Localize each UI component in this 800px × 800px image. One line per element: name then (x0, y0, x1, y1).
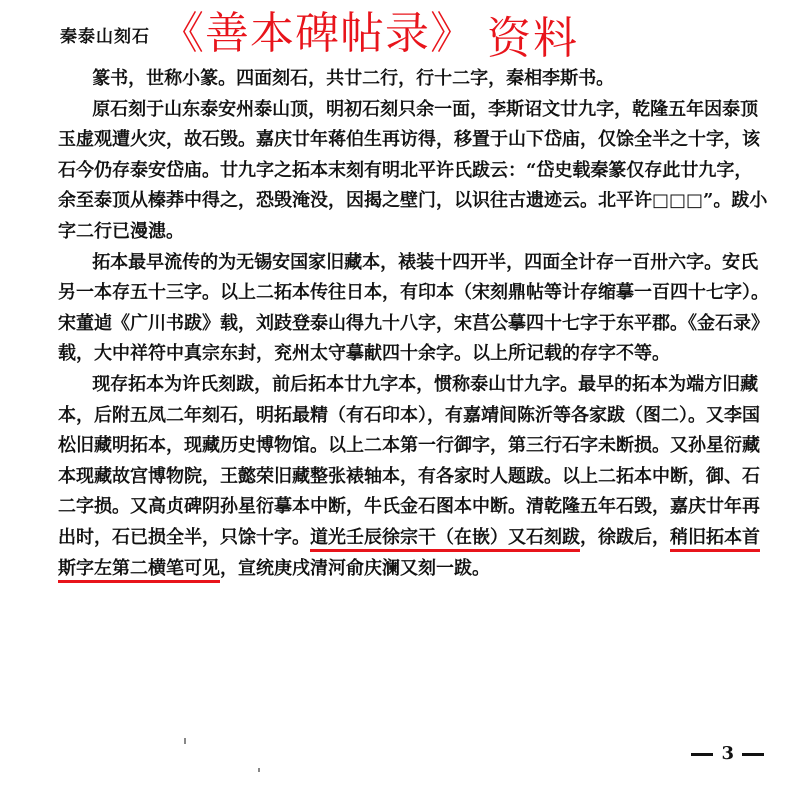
highlight-underline-1: 道光壬辰徐宗干（在嵌）又石刻跋 (310, 527, 580, 552)
body-text (58, 64, 770, 584)
paragraph-4-middle: ，徐跋后， (580, 526, 670, 548)
highlight-underline-2: 稍旧拓本首斯字左第二横笔可见 (58, 527, 760, 583)
scan-speck (258, 768, 260, 772)
dash-left (691, 753, 713, 756)
dash-right (742, 753, 764, 756)
paragraph-2: 原石刻于山东泰安州泰山顶，明初石刻只余一面，李斯诏文廿九字，乾隆五年因泰顶玉虚观遭火灾，故石毁。嘉庆廿年蒋伯生再访得，移置于山下岱庙，仅馀全半之十字，该石今仍存泰安岱庙。廿九字之拓本末刻有明北平许氏跋云：“岱史载秦篆仅存此廿九字，余至泰顶从榛莽中得之，恐毁淹没，因揭之壁门，以识往古遗迹云。北平许□□□”。跋小字二行已漫漶。 (58, 98, 768, 242)
section-title: 秦泰山刻石 (60, 26, 150, 47)
scan-speck (184, 738, 186, 744)
paragraph-4-main: 现存拓本为许氏刻跋，前后拓本廿九字本，惯称泰山廿九字。最早的拓本为端方旧藏本，后附五凤二年刻石，明拓最精（有石印本），有嘉靖间陈沂等各家跋（图二）。又李国松旧藏明拓本，现藏历史博物馆。以上二本第一行御字，第三行石字未断损。又孙星衍藏本现藏故宫博物院，王懿荣旧藏整张裱轴本，有各家时人题跋。以上二拓本中断，御、石二字损。又高贞碑阴孙星衍摹本中断，牛氏金石图本中断。清乾隆五年石毁，嘉庆廿年再出时，石已损全半，只馀十字。 (58, 373, 760, 548)
paragraph-4-end: ，宣统庚戌清河俞庆澜又刻一跋。 (220, 557, 490, 579)
page-footer (683, 743, 772, 764)
book-title-suffix: 资料 (487, 13, 579, 64)
book-title: 《善本碑帖录》 (160, 8, 475, 59)
paragraph-1: 篆书，世称小篆。四面刻石，共廿二行，行十二字，秦相李斯书。 (92, 68, 615, 89)
page-number: 3 (721, 743, 734, 764)
paragraph-3: 拓本最早流传的为无锡安国家旧藏本，裱装十四开半，四面全计存一百卅六字。安氏另一本存五十三字。以上二拓本传往日本，有印本（宋刻鼎帖等计存缩摹一百四十七字）。宋董逌《广川书跋》载，刘跂登泰山得九十八字，宋莒公摹四十七字于东平郡。《金石录》载，大中祥符中真宗东封，兖州太守摹献四十余字。以上所记载的存字不等。 (58, 251, 769, 365)
paragraph-4 (58, 370, 770, 584)
page-header (60, 4, 579, 64)
